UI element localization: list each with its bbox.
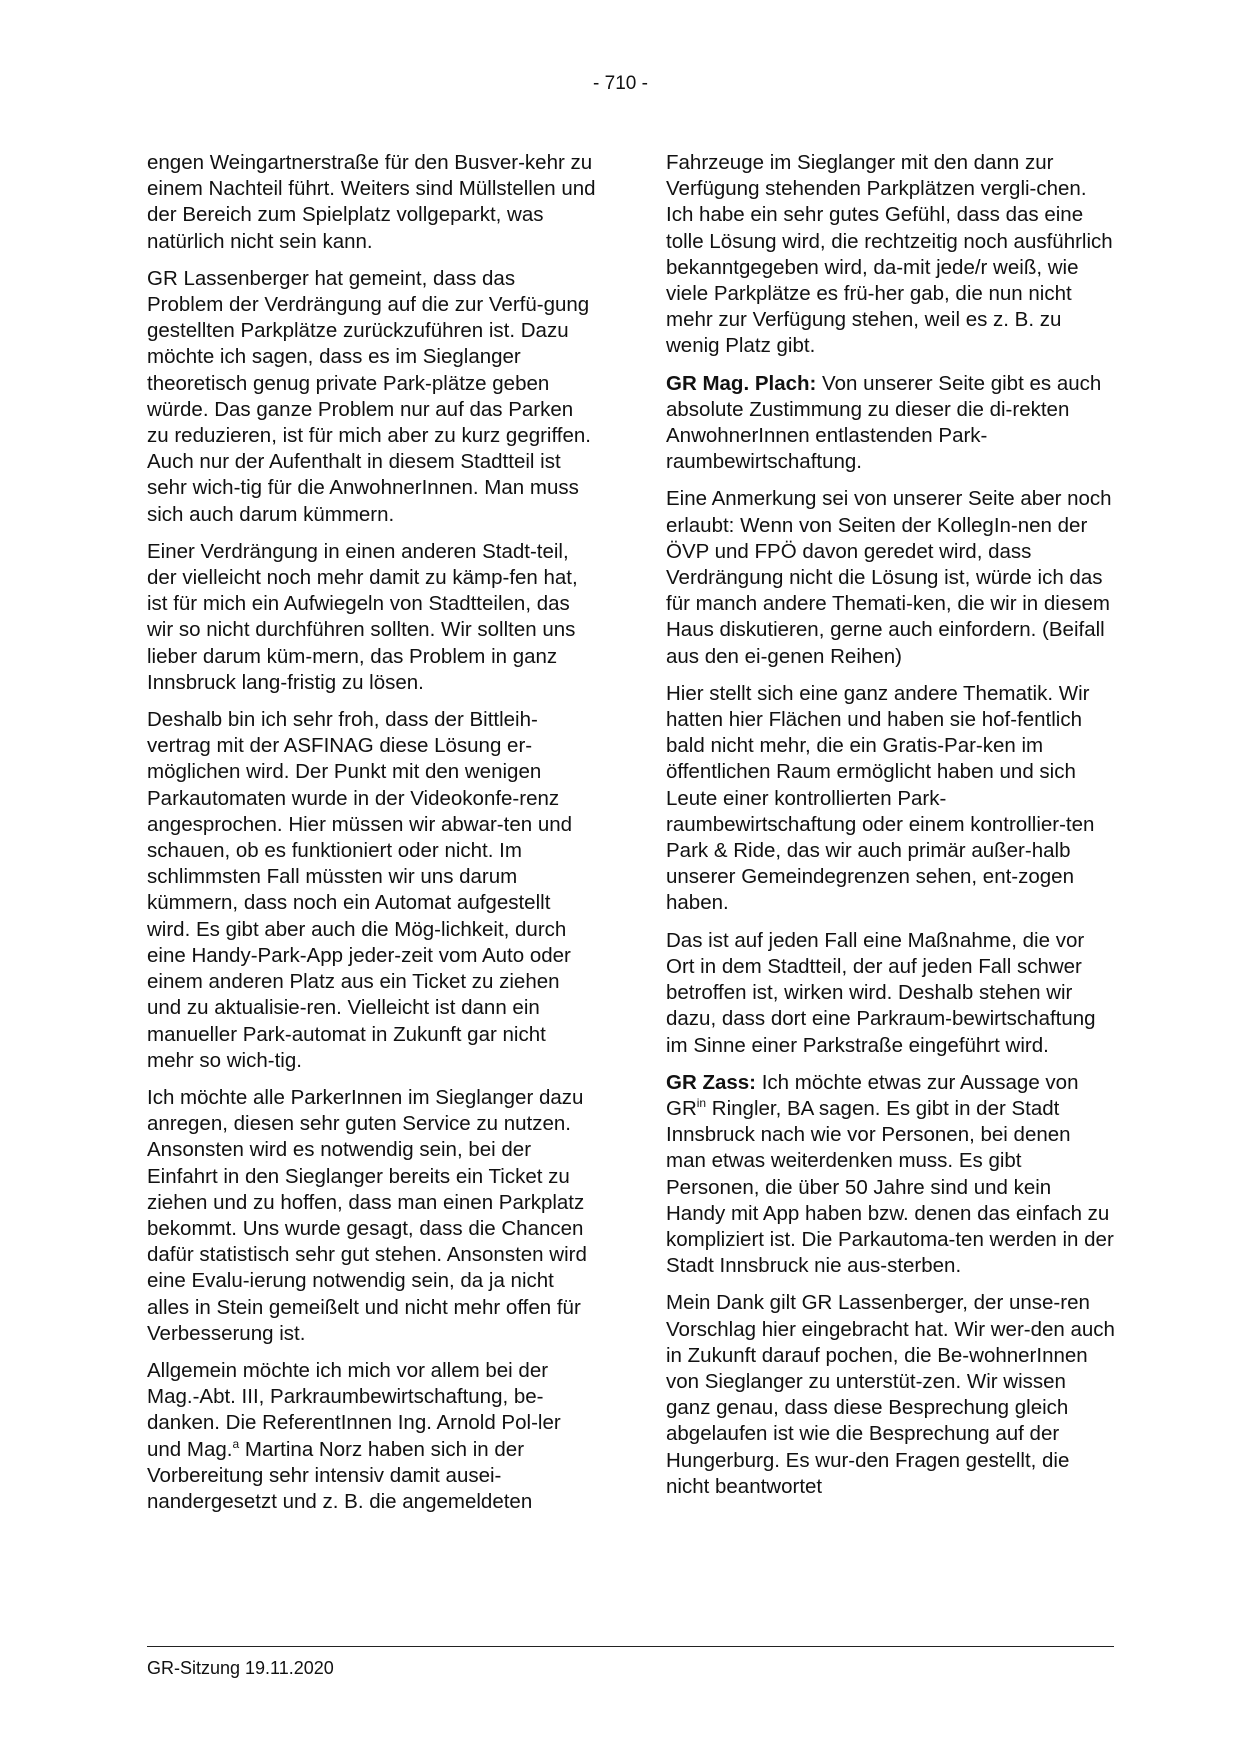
page-number: - 710 - [593, 73, 648, 94]
paragraph: engen Weingartnerstraße für den Busver-kehr zu einem Nachteil führt. Weiters sind Müllstellen und der Bereich zum Spielplatz vollgeparkt, was natürlich nicht sein kann. [147, 151, 596, 253]
paragraph: Allgemein möchte ich mich vor allem bei der Mag.-Abt. III, Parkraumbewirtschaftung, be-danken. Die ReferentInnen Ing. Arnold Pol-ler und Mag.$^a$ Martina Norz haben sich in der Vorbereitung sehr intensiv damit ausei-nandergesetzt und z. B. die angemeldeten [147, 1358, 561, 1513]
paragraph: Eine Anmerkung sei von unserer Seite aber noch erlaubt: Wenn von Seiten der KollegIn-nen der ÖVP und FPÖ davon geredet wird, dass Verdrängung nicht die Lösung ist, würde ich das für manch andere Themati-ken, die wir in diesem Haus diskutieren, gerne auch einfordern. (Beifall aus den ei-genen Reihen) [666, 487, 1112, 668]
footer-session-date: GR-Sitzung 19.11.2020 [147, 1658, 334, 1678]
speaker-name: GR Zass: [666, 1070, 756, 1094]
footer-divider [147, 1646, 1114, 1647]
speaker-name: GR Mag. Plach: [666, 371, 817, 395]
paragraph: Deshalb bin ich sehr froh, dass der Bittleih-vertrag mit der ASFINAG diese Lösung er-möglichen wird. Der Punkt mit den wenigen Parkautomaten wurde in der Videokonfe-renz angesprochen. Hier müssen wir abwar-ten und schauen, ob es funktioniert oder nicht. Im schlimmsten Fall müssten wir uns darum kümmern, dass noch ein Automat aufgestellt wird. Es gibt aber auch die Mög-lichkeit, durch eine Handy-Park-App jeder-zeit vom Auto oder einem anderen Platz aus ein Ticket zu ziehen und zu aktualisie-ren. Vielleicht ist dann ein manueller Park-automat in Zukunft gar nicht mehr so wich-tig. [147, 708, 573, 1072]
paragraph: Mein Dank gilt GR Lassenberger, der unse-ren Vorschlag hier eingebracht hat. Wir wer-den auch in Zukunft darauf pochen, die Be-wohnerInnen von Sieglanger zu unterstüt-zen. Wir wissen ganz genau, dass diese Besprechung gleich abgelaufen ist wie die Besprechung auf der Hungerburg. Es wur-den Fragen gestellt, die nicht beantwortet [666, 1291, 1115, 1498]
paragraph: GR Lassenberger hat gemeint, dass das Problem der Verdrängung auf die zur Verfü-gung gestellten Parkplätze zurückzuführen ist. Dazu möchte ich sagen, dass es im Sieglanger theoretisch genug private Park-plätze geben würde. Das ganze Problem nur auf das Parken zu reduzieren, ist für mich aber zu kurz gegriffen. Auch nur der Aufenthalt in diesem Stadtteil ist sehr wich-tig für die AnwohnerInnen. Man muss sich auch darum kümmern. [147, 266, 591, 526]
right-column [666, 150, 1116, 1511]
paragraph: Ich möchte alle ParkerInnen im Sieglanger dazu anregen, diesen sehr guten Service zu nutzen. Ansonsten wird es notwendig sein, bei der Einfahrt in den Sieglanger bereits ein Ticket zu ziehen und zu hoffen, dass man einen Parkplatz bekommt. Uns wurde gesagt, dass die Chancen dafür statistisch sehr gut stehen. Ansonsten wird eine Evalu-ierung notwendig sein, da ja nicht alles in Stein gemeißelt und nicht mehr offen für Verbesserung ist. [147, 1085, 587, 1345]
paragraph: Fahrzeuge im Sieglanger mit den dann zur Verfügung stehenden Parkplätzen vergli-chen. Ich habe ein sehr gutes Gefühl, dass das eine tolle Lösung wird, die rechtzeitig noch ausführlich bekanntgegeben wird, da-mit jede/r weiß, wie viele Parkplätze es frü-her gab, die nun nicht mehr zur Verfügung stehen, weil es z. B. zu wenig Platz gibt. [666, 151, 1113, 358]
speaker-paragraph: GR Zass: Ich möchte etwas zur Aussage von $GR^{in}$ Ringler, BA sagen. Es gibt in der Stadt Innsbruck nach wie vor Personen, bei denen man etwas weiterdenken muss. Es gibt Personen, die über 50 Jahre sind und kein Handy mit App haben bzw. denen das einfach zu kompliziert ist. Die Parkautoma-ten werden in der Stadt Innsbruck nie aus-sterben. [666, 1070, 1114, 1278]
paragraph: Hier stellt sich eine ganz andere Thematik. Wir hatten hier Flächen und haben sie hof-fentlich bald nicht mehr, die ein Gratis-Par-ken im öffentlichen Raum ermöglicht haben und sich Leute einer kontrollierten Park-raumbewirtschaftung oder einem kontrollier-ten Park & Ride, das wir auch primär außer-halb unserer Gemeindegrenzen sehen, ent-zogen haben. [666, 681, 1095, 915]
paragraph: Einer Verdrängung in einen anderen Stadt-teil, der vielleicht noch mehr damit zu kämp-fen hat, ist für mich ein Aufwiegeln von Stadtteilen, das wir so nicht durchführen sollten. Wir sollten uns lieber darum küm-mern, das Problem in ganz Innsbruck lang-fristig zu lösen. [147, 539, 578, 694]
paragraph: Das ist auf jeden Fall eine Maßnahme, die vor Ort in dem Stadtteil, der auf jeden Fall schwer betroffen ist, wirken wird. Deshalb stehen wir dazu, dass dort eine Parkraum-bewirtschaftung im Sinne einer Parkstraße eingeführt wird. [666, 928, 1096, 1057]
speaker-paragraph: GR Mag. Plach: Von unserer Seite gibt es auch absolute Zustimmung zu dieser die di-rekten AnwohnerInnen entlastenden Park-raumbewirtschaftung. [666, 371, 1102, 474]
left-column [147, 150, 597, 1526]
